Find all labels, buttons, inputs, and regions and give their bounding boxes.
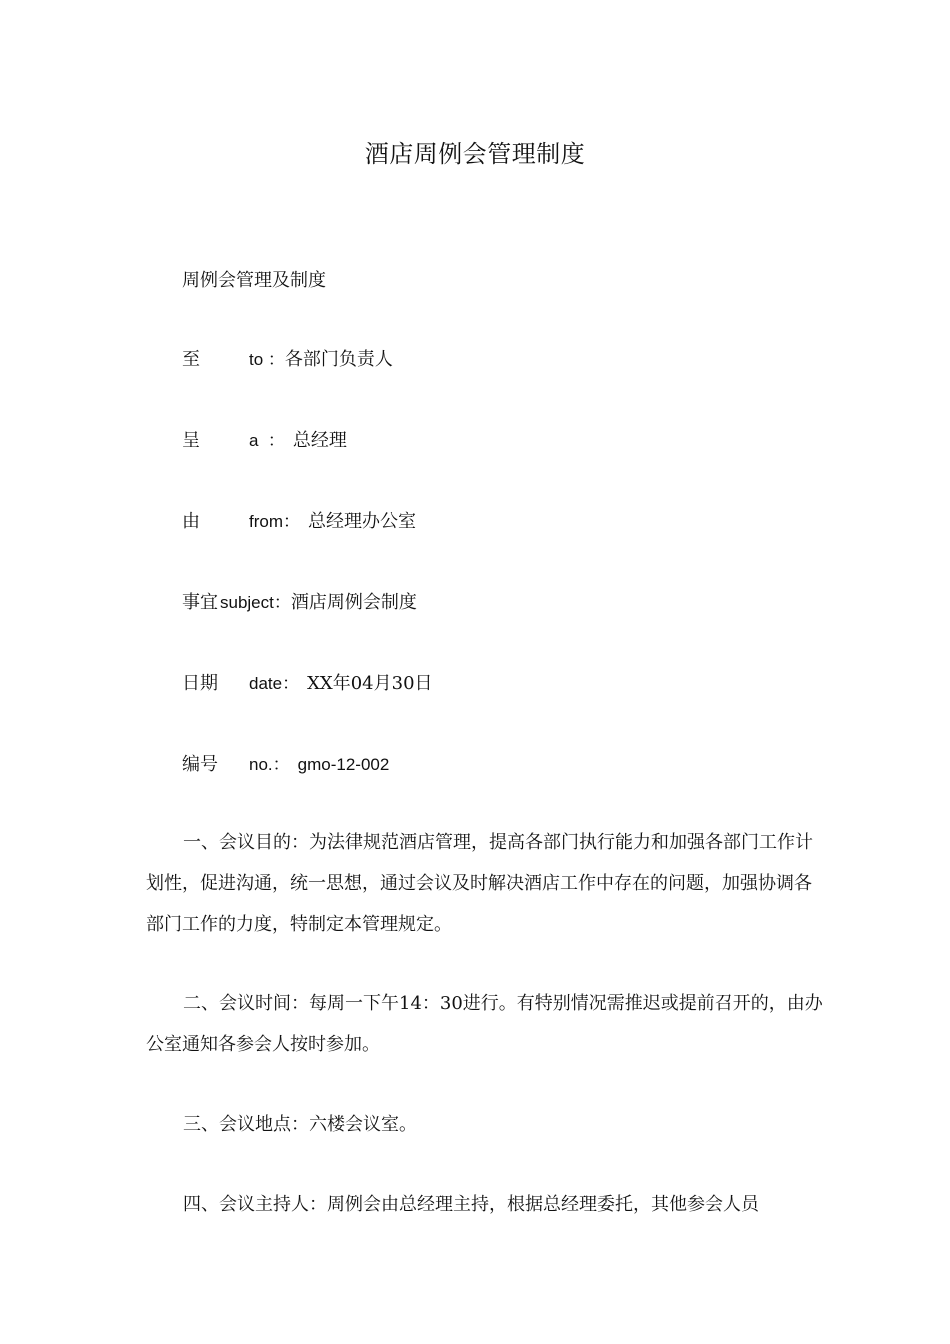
- memo-value: 酒店周例会制度: [290, 592, 417, 613]
- memo-value: 各部门负责人: [284, 349, 393, 370]
- paragraph-purpose: 一、会议目的：为法律规范酒店管理，提高各部门执行能力和加强各部门工作计划性，促进沟通，统一思想，通过会议及时解决酒店工作中存在的问题，加强协调各部门工作的力度，特制定本管理规定。: [146, 832, 813, 935]
- memo-field: date：: [249, 674, 300, 693]
- memo-row-cc: [182, 426, 347, 452]
- memo-value: 总经理: [292, 430, 347, 451]
- paragraph-host: 四、会议主持人：周例会由总经理主持，根据总经理委托，其他参会人员: [183, 1194, 759, 1215]
- memo-row-from: [182, 507, 416, 533]
- memo-value: XX年04月30日: [307, 673, 433, 694]
- memo-label: 由: [182, 511, 200, 532]
- memo-label: 至: [182, 349, 200, 370]
- document-subtitle: 周例会管理及制度: [182, 270, 326, 291]
- memo-label: 编号: [182, 754, 218, 775]
- paragraph-location: 三、会议地点：六楼会议室。: [183, 1114, 417, 1135]
- memo-label: 日期: [182, 673, 218, 694]
- memo-field: subject：: [220, 593, 291, 612]
- memo-row-subject: [182, 588, 417, 614]
- memo-value: 总经理办公室: [308, 511, 416, 532]
- memo-row-number: [182, 750, 389, 776]
- memo-value: gmo-12-002: [297, 755, 390, 774]
- memo-row-to: [182, 345, 393, 371]
- memo-row-date: [182, 669, 433, 695]
- memo-field: no.：: [249, 755, 290, 774]
- memo-label: 呈: [182, 430, 200, 451]
- memo-label: 事宜: [182, 592, 218, 613]
- document-title: 酒店周例会管理制度: [364, 140, 586, 168]
- memo-field: a ：: [249, 431, 285, 450]
- memo-field: to ：: [249, 350, 285, 369]
- memo-field: from：: [249, 512, 300, 531]
- paragraph-time: 二、会议时间：每周一下午14：30进行。有特别情况需推迟或提前召开的，由办公室通知各参会人按时参加。: [146, 993, 823, 1055]
